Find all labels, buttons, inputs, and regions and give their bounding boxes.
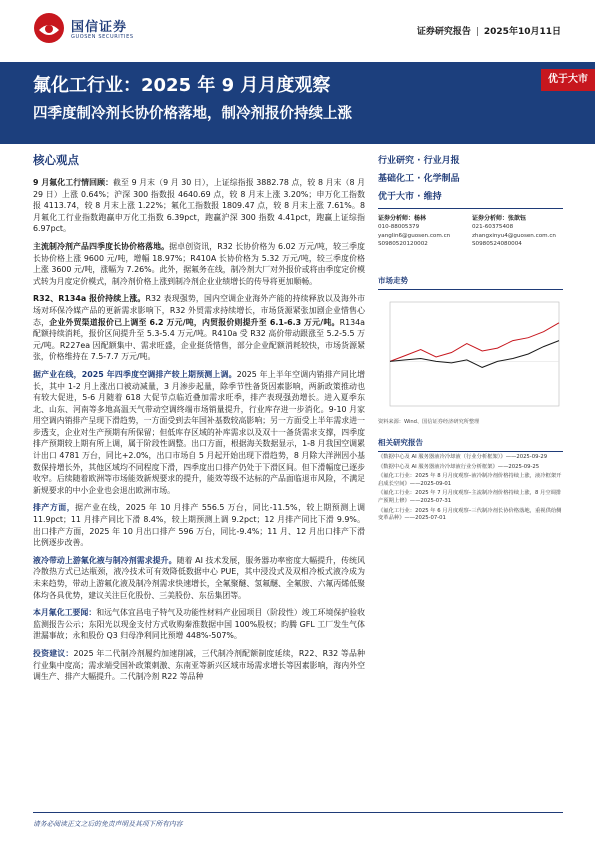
para-lead: 据产业在线，2025 年四季度空调排产较上期预测上调。 [33, 369, 237, 379]
related-report-item[interactable]: 《数据中心及 AI 服务器液冷冷却液行业分析框架》——2025-09-25 [378, 463, 540, 470]
paragraph-news [33, 607, 365, 642]
para-text: 2025 年二代制冷剂履约加速削减，三代制冷剂配额制度延续，R22、R32 等品种行业集中度高；需求端受国补政策刺激、东南亚等新兴区域市场需求增长等因素影响，海内外空调生产、排产大幅提升。二代制冷剂 R22 等品种 [33, 648, 365, 682]
related-reports-list [378, 454, 563, 523]
sector: 基础化工 · 化学制品 [378, 174, 460, 184]
analyst-card [378, 215, 450, 249]
para-lead: 投资建议： [33, 648, 74, 658]
rating: 优于大市 · 维持 [378, 192, 442, 202]
para-text: 2025 年上半年空调内销排产同比增长，其中 1-2 月上涨出口被动减量，3 月渗步起量，除季节性备货因素影响，两新政策推动也有较大促进，5-6 月随着 618 大促节点临近叠加需求旺季，排产表现强劲增长。进入夏季东北、山东、河南等多地高温天气带动空调终端市场销量提升，行业库存进一步消化。9-10 月家用空调内销排产呈现下滑趋势，一方面受到去年国补基数较高影响；另一方面受上半年需求进一步透支，企业对生产预期有所保留；但低库存区域的补库需求以及双十一备货需求支撑，四季度排产预期较上期有所上调，属于阶段性调整。出口方面，根据海关数据显示，1-8 月我国空调累计出口 4781 万台，同比+2.0%，出口市场自 5 月起开始出现下滑趋势，8 月除大洋洲因小基数保持增长外，其他区域均不同程度下滑，四季度出口排产仍处于下滑区间。但下滑幅度已逐步收窄。后续随着欧洲等市场能效新规要求的提升，能效等级不达标的产品面临退市风险，不满足新规要求的中小企业也会退出欧洲市场。 [33, 369, 365, 495]
related-report-item[interactable]: 《氟化工行业：2025 年 8 月月度观察–液冷制冷剂价格持续上涨，液冷框架开启成长空间》——2025-09-01 [378, 473, 562, 487]
paragraph-ac-production [33, 369, 365, 497]
analyst-name: 杨林 [414, 215, 427, 222]
divider [378, 208, 563, 209]
related-report-item[interactable]: 《氟化工行业：2025 年 6 月月度观察–三代制冷剂长协价格落地，重视供给侧变革品种》——2025-07-01 [378, 507, 562, 522]
paragraph-investment [33, 648, 365, 683]
page-header [0, 0, 595, 62]
para-lead: 排产方面， [33, 503, 76, 513]
para-lead: 9 月氟化工行情回顾： [33, 178, 114, 187]
analyst-label: 证券分析师： [472, 215, 509, 222]
paragraph-liquid-cooling [33, 555, 365, 601]
para-text-2: R134a 配额持续消耗，报价区间提升至 5.3-5.4 万元/吨。R410a 受 R32 高价带动跟涨至 5.2-5.5 万元/吨。R227ea 因配额集中、需求旺盛，企业挺货惜售，部分企业配额消耗较快，市场货源紧张，价格维持在 7.5-7.7 万元/吨。 [33, 317, 365, 362]
chart-source: 资料来源：Wind、国信证券经济研究所整理 [378, 419, 480, 425]
analyst-card [472, 215, 556, 249]
paragraph-scheduling [33, 502, 365, 548]
para-text: 截至 9 月末（9 月 30 日），上证综指报 3882.78 点，较 8 月末（8 月 29 日）上涨 0.64%；沪深 300 指数报 4640.69 点，较 8 月末上涨 3.20%；申万化工指数报 4113.74，较 8 月末上涨 1.22%；氟化工指数报 1809.47 点，较 8 月末上涨 7.61%。8 月氟化工行业指数跑赢申万化工指数 6.39pct，跑赢沪深 300 指数 4.41pct，跑赢上证综指 6.97pct。 [33, 178, 365, 234]
guosen-logo-icon [33, 12, 65, 44]
market-trend-title: 市场走势 [378, 275, 563, 290]
analyst-license: S0980524080004 [472, 241, 522, 248]
guosen-logo [33, 12, 134, 48]
paragraph-market-review [33, 177, 365, 235]
para-text: 和远气体宜昌电子特气及功能性材料产业园项目（阶段性）竣工环境保护验收监测报告公示；东阳光以现金支付方式收购秦淮数据中国 100%股权；昀腾 GFL 工厂发生气体泄漏事故；永和股份 Q3 归母净利同比预增 448%-507%。 [33, 608, 365, 641]
paragraph-r32-r134a [33, 293, 365, 363]
para-text: R32 表现强势，国内空调企业海外产能的持续释放以及海外市场对环保冷媒产品的更新需求影响下，R32 外贸需求持续增长，市场货源紧张加剧企业惜售心态， [33, 294, 365, 327]
para-lead-2: 企业外贸渠道报价已上调至 6.2 万元/吨，内贸报价则提升至 6.1-6.3 万元/吨。 [49, 317, 340, 327]
para-lead: 本月氟化工要闻： [33, 608, 97, 618]
analyst-phone: 010-88005379 [378, 224, 420, 231]
analyst-phone: 021-60375408 [472, 224, 514, 231]
chart-frame [390, 302, 559, 406]
industry-type: 行业研究 · 行业月报 [378, 156, 460, 166]
para-lead: 液冷带动上游氟化液与制冷剂需求提升。 [33, 555, 177, 565]
para-text: 据产业在线，2025 年 10 月排产 556.5 万台，同比-11.5%，较上期预测上调 11.9pct；11 月排产同比下滑 8.4%，较上期预测上调 9.2pct；12 月排产同比下滑 9.9%。出口排产方面，2025 年 10 月出口排产 596 万台，同比-9.4%；11 月、12 月出口排产下滑比例逐步改善。 [33, 503, 365, 548]
analyst-email[interactable]: yanglin6@guosen.com.cn [378, 232, 451, 239]
title-banner [0, 62, 595, 144]
trend-svg [378, 296, 563, 416]
analyst-label: 证券分析师： [378, 215, 415, 222]
meta-separator: | [475, 27, 479, 37]
logo-cn-text: 国信证券 [71, 20, 128, 35]
analyst-name: 张歆钰 [508, 215, 527, 222]
related-report-item[interactable]: 《氟化工行业：2025 年 7 月月度观察–主流制冷剂价格持续上涨，8 月空调排产预期上修》——2025-07-31 [378, 490, 562, 504]
report-meta [417, 24, 561, 37]
analyst-block [378, 215, 563, 265]
footer-disclaimer: 请务必阅读正文之后的免责声明及其项下所有内容 [33, 812, 563, 828]
analyst-license: S0980520120002 [378, 241, 428, 248]
report-title: 氟化工行业：2025 年 9 月月度观察 [33, 75, 331, 96]
analyst-email[interactable]: zhangxinyu4@guosen.com.cn [472, 232, 556, 239]
para-text: 随着 AI 技术发展，服务器功率密度大幅提升，传统风冷散热方式已达瓶颈，液冷技术可有效降低数据中心 PUE，其中浸没式及双相冷板式液冷成为未来趋势，带动上游氟化液及制冷剂需求快速增长，全氟聚醚、氢氟醚、全氟胺、六氟丙烯低聚体均各具优势，建议关注巨化股份、三美股份、东岳集团等。 [33, 555, 365, 600]
core-views [33, 152, 365, 689]
report-subtitle: 四季度制冷剂长协价格落地，制冷剂报价持续上涨 [33, 106, 352, 122]
para-text: 据卓创资讯，R32 长协价格为 6.02 万元/吨，较三季度长协价格上涨 9600 元/吨，增幅 18.97%；R410A 长协价格为 5.32 万元/吨，较三季度价格上涨 3600 元/吨，涨幅为 7.26%。此外，据氟务在线，制冷剂大厂对外报价或将由季度定价模式转为月度定价模式，制冷剂价格上涨到制冷剂企业业绩增长的传导将更加顺畅。 [33, 241, 365, 286]
sidebar [378, 152, 563, 523]
series-line-0 [390, 323, 559, 362]
rating-tag: 优于大市 [541, 69, 595, 91]
related-reports-title: 相关研究报告 [378, 437, 563, 452]
market-trend-chart [378, 296, 563, 416]
paragraph-long-term-price [33, 241, 365, 287]
core-views-title: 核心观点 [33, 153, 79, 167]
report-date: 2025年10月11日 [483, 27, 561, 37]
logo-en-text: GUOSEN SECURITIES [71, 34, 134, 40]
para-lead: 主流制冷剂产品四季度长协价格落地。 [33, 241, 170, 251]
series-line-1 [390, 341, 559, 368]
report-type: 证券研究报告 [416, 27, 471, 37]
related-report-item[interactable]: 《数据中心及 AI 服务器液冷冷却液（行业分析框架）》——2025-09-29 [378, 454, 548, 460]
para-lead: R32、R134a 报价持续上涨。 [33, 294, 146, 304]
